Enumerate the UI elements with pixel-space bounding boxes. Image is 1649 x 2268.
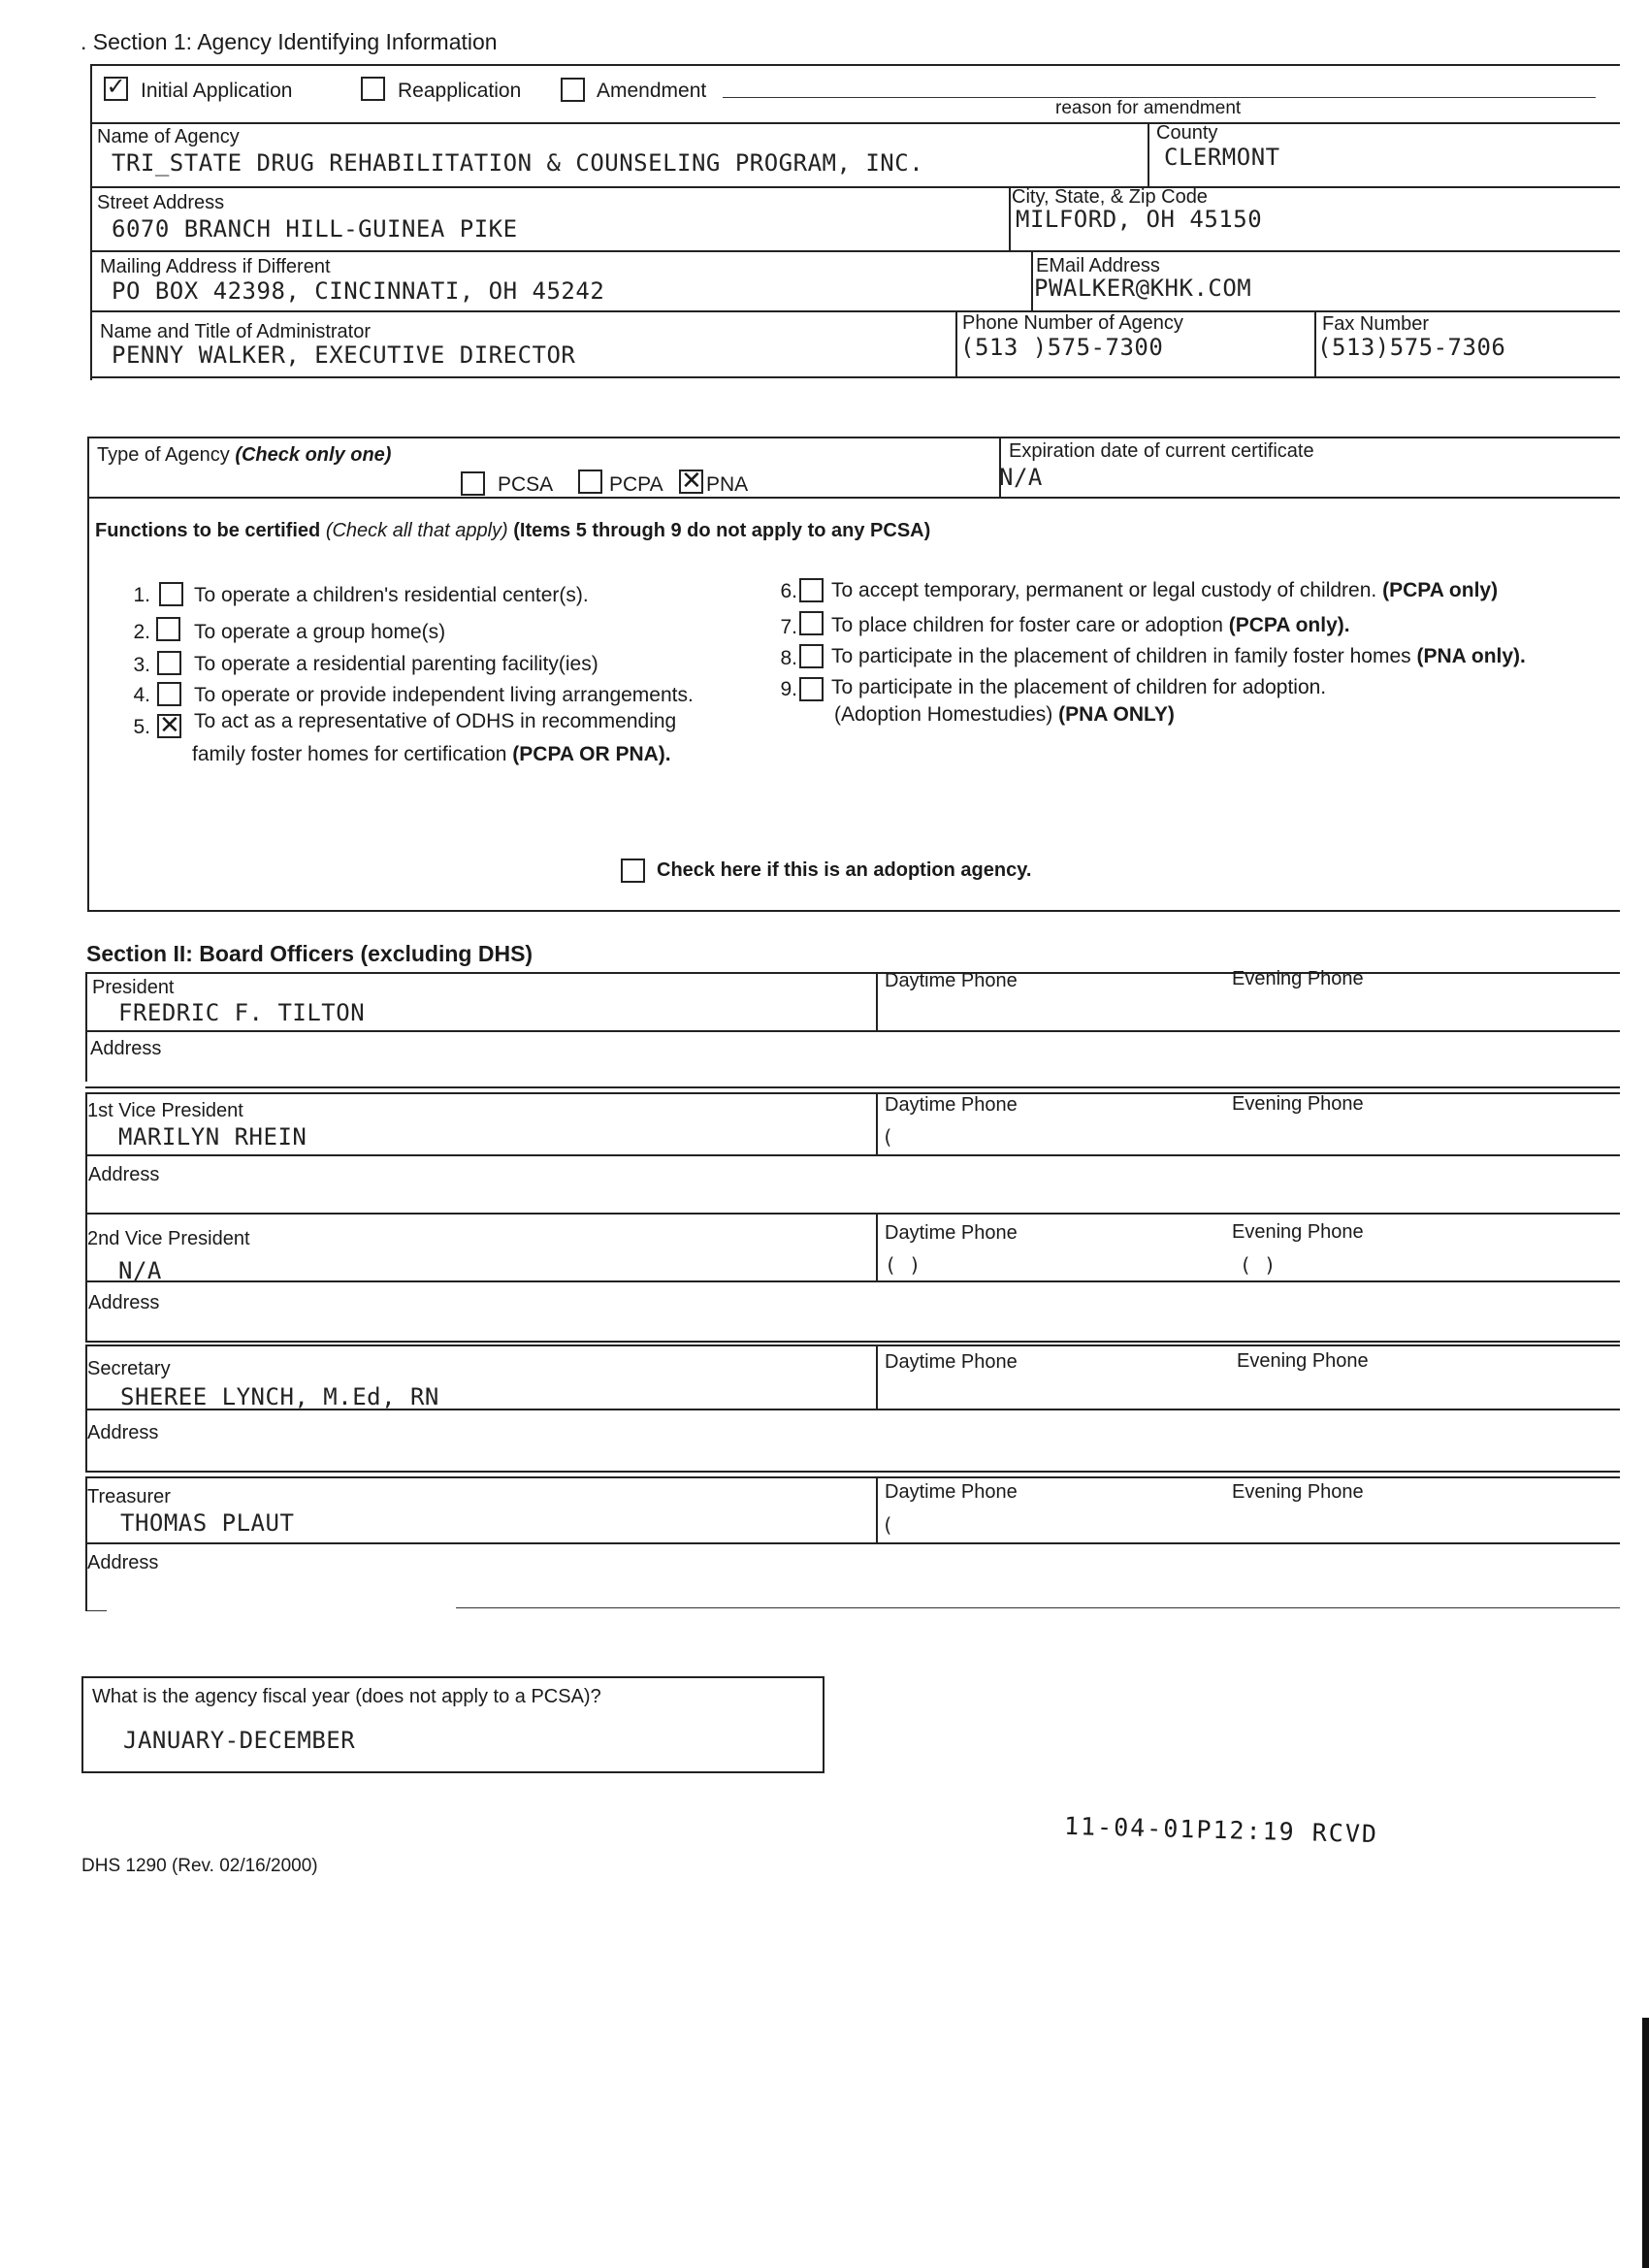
fiscal-year-value[interactable]: JANUARY-DECEMBER	[123, 1727, 356, 1754]
rule	[85, 1345, 1620, 1346]
functions-label	[95, 520, 930, 542]
administrator-value[interactable]: PENNY WALKER, EXECUTIVE DIRECTOR	[112, 341, 576, 369]
function-3-text: To operate a residential parenting facility(ies)	[194, 653, 598, 675]
first-vp-name[interactable]: MARILYN RHEIN	[118, 1123, 307, 1150]
agency-type-label	[97, 444, 391, 467]
rule	[1314, 310, 1316, 378]
function-number: 9.	[780, 678, 797, 700]
mailing-address-label: Mailing Address if Different	[100, 256, 331, 277]
city-state-zip-value[interactable]: MILFORD, OH 45150	[1016, 206, 1263, 233]
treasurer-daytime-label: Daytime Phone	[885, 1481, 1018, 1503]
rule	[85, 1030, 1620, 1032]
function-number: 3.	[133, 654, 150, 676]
function-6-text-main: To accept temporary, permanent or legal custody of children.	[831, 579, 1377, 601]
expiration-value[interactable]: N/A	[999, 464, 1043, 491]
reason-for-amendment-label: reason for amendment	[1055, 98, 1242, 118]
rule	[876, 1345, 878, 1410]
president-address-label: Address	[90, 1038, 162, 1059]
rule	[90, 64, 92, 380]
function-2-text: To operate a group home(s)	[194, 621, 446, 643]
rule	[85, 1280, 1620, 1282]
function-8-text	[831, 645, 1526, 668]
function-7-checkbox[interactable]	[799, 611, 824, 635]
function-number: 8.	[780, 647, 797, 669]
second-vp-name[interactable]: N/A	[118, 1257, 162, 1284]
initial-application-checkbox[interactable]: ✓	[104, 77, 128, 101]
treasurer-evening-label: Evening Phone	[1232, 1481, 1364, 1503]
pna-label: PNA	[706, 473, 749, 496]
function-6-text-bold: (PCPA only)	[1382, 579, 1499, 601]
rule	[90, 122, 1620, 124]
first-vp-daytime-value[interactable]: (	[882, 1125, 894, 1149]
function-1-checkbox[interactable]	[159, 582, 183, 606]
secretary-address-label: Address	[87, 1422, 159, 1443]
function-6-checkbox[interactable]	[799, 578, 824, 602]
second-vp-label: 2nd Vice President	[87, 1228, 250, 1249]
function-number: 4.	[133, 684, 150, 706]
president-label: President	[92, 977, 175, 998]
adoption-agency-label: Check here if this is an adoption agency.	[657, 859, 1032, 881]
rule	[90, 186, 1620, 188]
rule	[90, 250, 1620, 252]
rule	[87, 437, 89, 912]
agency-type-note: (Check only one)	[235, 444, 392, 466]
function-7-text-bold: (PCPA only).	[1228, 614, 1350, 636]
initial-application-label: Initial Application	[141, 80, 293, 102]
second-vp-evening-value[interactable]: ( )	[1240, 1253, 1277, 1277]
rule	[1031, 250, 1033, 310]
secretary-daytime-label: Daytime Phone	[885, 1351, 1018, 1373]
rule	[85, 972, 1620, 974]
president-daytime-label: Daytime Phone	[885, 970, 1018, 991]
pcpa-checkbox[interactable]	[578, 470, 602, 494]
rule	[85, 1092, 1620, 1094]
rule	[876, 1213, 878, 1280]
reapplication-checkbox[interactable]	[361, 77, 385, 101]
treasurer-address-label: Address	[87, 1552, 159, 1573]
function-5-line2-bold: (PCPA OR PNA).	[512, 743, 671, 765]
amendment-checkbox[interactable]	[561, 78, 585, 102]
function-9-checkbox[interactable]	[799, 677, 824, 701]
rule	[1148, 122, 1149, 186]
agency-type-label-text: Type of Agency	[97, 444, 230, 466]
rule	[85, 1213, 1620, 1215]
rule	[85, 972, 87, 1082]
section-2-title: Section II: Board Officers (excluding DHS)	[86, 941, 534, 966]
street-address-label: Street Address	[97, 192, 225, 213]
agency-phone-label: Phone Number of Agency	[962, 312, 1183, 334]
pcsa-label: PCSA	[498, 473, 554, 496]
rule	[876, 1476, 878, 1542]
street-address-value[interactable]: 6070 BRANCH HILL-GUINEA PIKE	[112, 215, 518, 243]
function-number: 7.	[780, 616, 797, 638]
agency-name-value[interactable]: TRI_STATE DRUG REHABILITATION & COUNSELING PROGRAM, INC.	[112, 149, 924, 177]
second-vp-address-label: Address	[88, 1292, 160, 1313]
function-2-checkbox[interactable]	[156, 617, 180, 641]
function-9-text: To participate in the placement of children for adoption.	[831, 676, 1327, 698]
pcsa-checkbox[interactable]	[461, 471, 485, 496]
rule	[456, 1607, 1620, 1608]
rule	[85, 1476, 87, 1611]
function-6-text	[831, 579, 1498, 602]
email-address-value[interactable]: PWALKER@KHK.COM	[1034, 275, 1252, 302]
president-name[interactable]: FREDRIC F. TILTON	[118, 999, 366, 1026]
agency-phone-value[interactable]: (513 )575-7300	[960, 334, 1164, 361]
function-8-text-bold: (PNA only).	[1416, 645, 1526, 667]
rule	[85, 1471, 1620, 1473]
pcpa-label: PCPA	[609, 473, 663, 496]
rule	[85, 1341, 1620, 1343]
function-8-checkbox[interactable]	[799, 644, 824, 668]
rule	[85, 1409, 1620, 1410]
function-5-checkbox[interactable]: ✕	[159, 710, 180, 739]
agency-name-label: Name of Agency	[97, 126, 240, 147]
first-vp-label: 1st Vice President	[87, 1100, 243, 1121]
county-label: County	[1156, 122, 1218, 144]
secretary-name[interactable]: SHEREE LYNCH, M.Ed, RN	[120, 1383, 439, 1410]
second-vp-evening-label: Evening Phone	[1232, 1221, 1364, 1243]
adoption-agency-checkbox[interactable]	[621, 859, 645, 883]
expiration-label: Expiration date of current certificate	[1009, 440, 1314, 462]
function-7-text-main: To place children for foster care or adoption	[831, 614, 1223, 636]
function-number: 5.	[133, 716, 150, 738]
functions-label-note: (Items 5 through 9 do not apply to any PCSA)	[513, 520, 931, 541]
rule	[85, 1476, 1620, 1478]
mailing-address-value[interactable]: PO BOX 42398, CINCINNATI, OH 45242	[112, 277, 605, 305]
first-vp-daytime-label: Daytime Phone	[885, 1094, 1018, 1116]
scan-edge	[1642, 2018, 1649, 2268]
rule	[90, 310, 1620, 312]
function-9-line2-bold: (PNA ONLY)	[1058, 703, 1175, 726]
function-4-checkbox[interactable]	[157, 682, 181, 706]
rule	[955, 310, 957, 378]
president-evening-label: Evening Phone	[1232, 968, 1364, 989]
second-vp-daytime-value[interactable]: ( )	[885, 1253, 922, 1277]
rule	[85, 1154, 1620, 1156]
rule	[876, 1092, 878, 1156]
function-7-text	[831, 614, 1350, 637]
function-number: 6.	[780, 580, 797, 602]
function-5-text: To act as a representative of ODHS in recommending	[194, 710, 677, 732]
function-9-line2-text: (Adoption Homestudies)	[834, 703, 1053, 726]
function-1-text: To operate a children's residential center(s).	[194, 584, 589, 606]
amendment-label: Amendment	[597, 80, 707, 102]
second-vp-daytime-label: Daytime Phone	[885, 1222, 1018, 1244]
rule	[87, 497, 1620, 499]
function-4-text: To operate or provide independent living arrangements.	[194, 684, 694, 706]
city-state-zip-label: City, State, & Zip Code	[1012, 186, 1208, 208]
email-address-label: EMail Address	[1036, 255, 1160, 276]
rule	[85, 1345, 87, 1472]
treasurer-daytime-value[interactable]: (	[882, 1513, 894, 1537]
fiscal-year-question: What is the agency fiscal year (does not apply to a PCSA)?	[92, 1686, 601, 1707]
rule	[1009, 186, 1011, 250]
secretary-label: Secretary	[87, 1358, 171, 1379]
reapplication-label: Reapplication	[398, 80, 522, 102]
treasurer-name[interactable]: THOMAS PLAUT	[120, 1509, 295, 1537]
functions-label-italic: (Check all that apply)	[325, 520, 508, 541]
secretary-evening-label: Evening Phone	[1237, 1350, 1369, 1372]
rule	[87, 910, 1620, 912]
rule	[85, 1610, 107, 1611]
function-number: 2.	[133, 621, 150, 643]
county-value[interactable]: CLERMONT	[1164, 144, 1280, 171]
treasurer-label: Treasurer	[87, 1486, 171, 1507]
function-5-text-line2	[192, 743, 671, 766]
function-5-line2-text: family foster homes for certification	[192, 743, 507, 765]
rule	[90, 64, 1620, 66]
first-vp-evening-label: Evening Phone	[1232, 1093, 1364, 1115]
rule	[85, 1213, 87, 1342]
rule	[85, 1542, 1620, 1544]
section-1-title: . Section 1: Agency Identifying Information	[81, 29, 498, 54]
functions-label-text: Functions to be certified	[95, 520, 321, 541]
received-stamp: 11-04-01P12:19 RCVD	[1063, 1811, 1379, 1849]
rule	[85, 1092, 87, 1214]
first-vp-address-label: Address	[88, 1164, 160, 1185]
rule	[85, 1086, 1620, 1088]
function-number: 1.	[133, 584, 150, 606]
function-8-text-main: To participate in the placement of children in family foster homes	[831, 645, 1411, 667]
rule	[90, 376, 1620, 378]
form-id: DHS 1290 (Rev. 02/16/2000)	[81, 1856, 318, 1876]
fax-number-label: Fax Number	[1322, 313, 1430, 335]
fax-number-value[interactable]: (513)575-7306	[1317, 334, 1506, 361]
rule	[876, 972, 878, 1030]
pna-checkbox[interactable]: ✕	[681, 466, 702, 495]
function-9-text-line2	[834, 703, 1175, 727]
rule	[87, 437, 1620, 438]
function-3-checkbox[interactable]	[157, 651, 181, 675]
administrator-label: Name and Title of Administrator	[100, 321, 372, 342]
